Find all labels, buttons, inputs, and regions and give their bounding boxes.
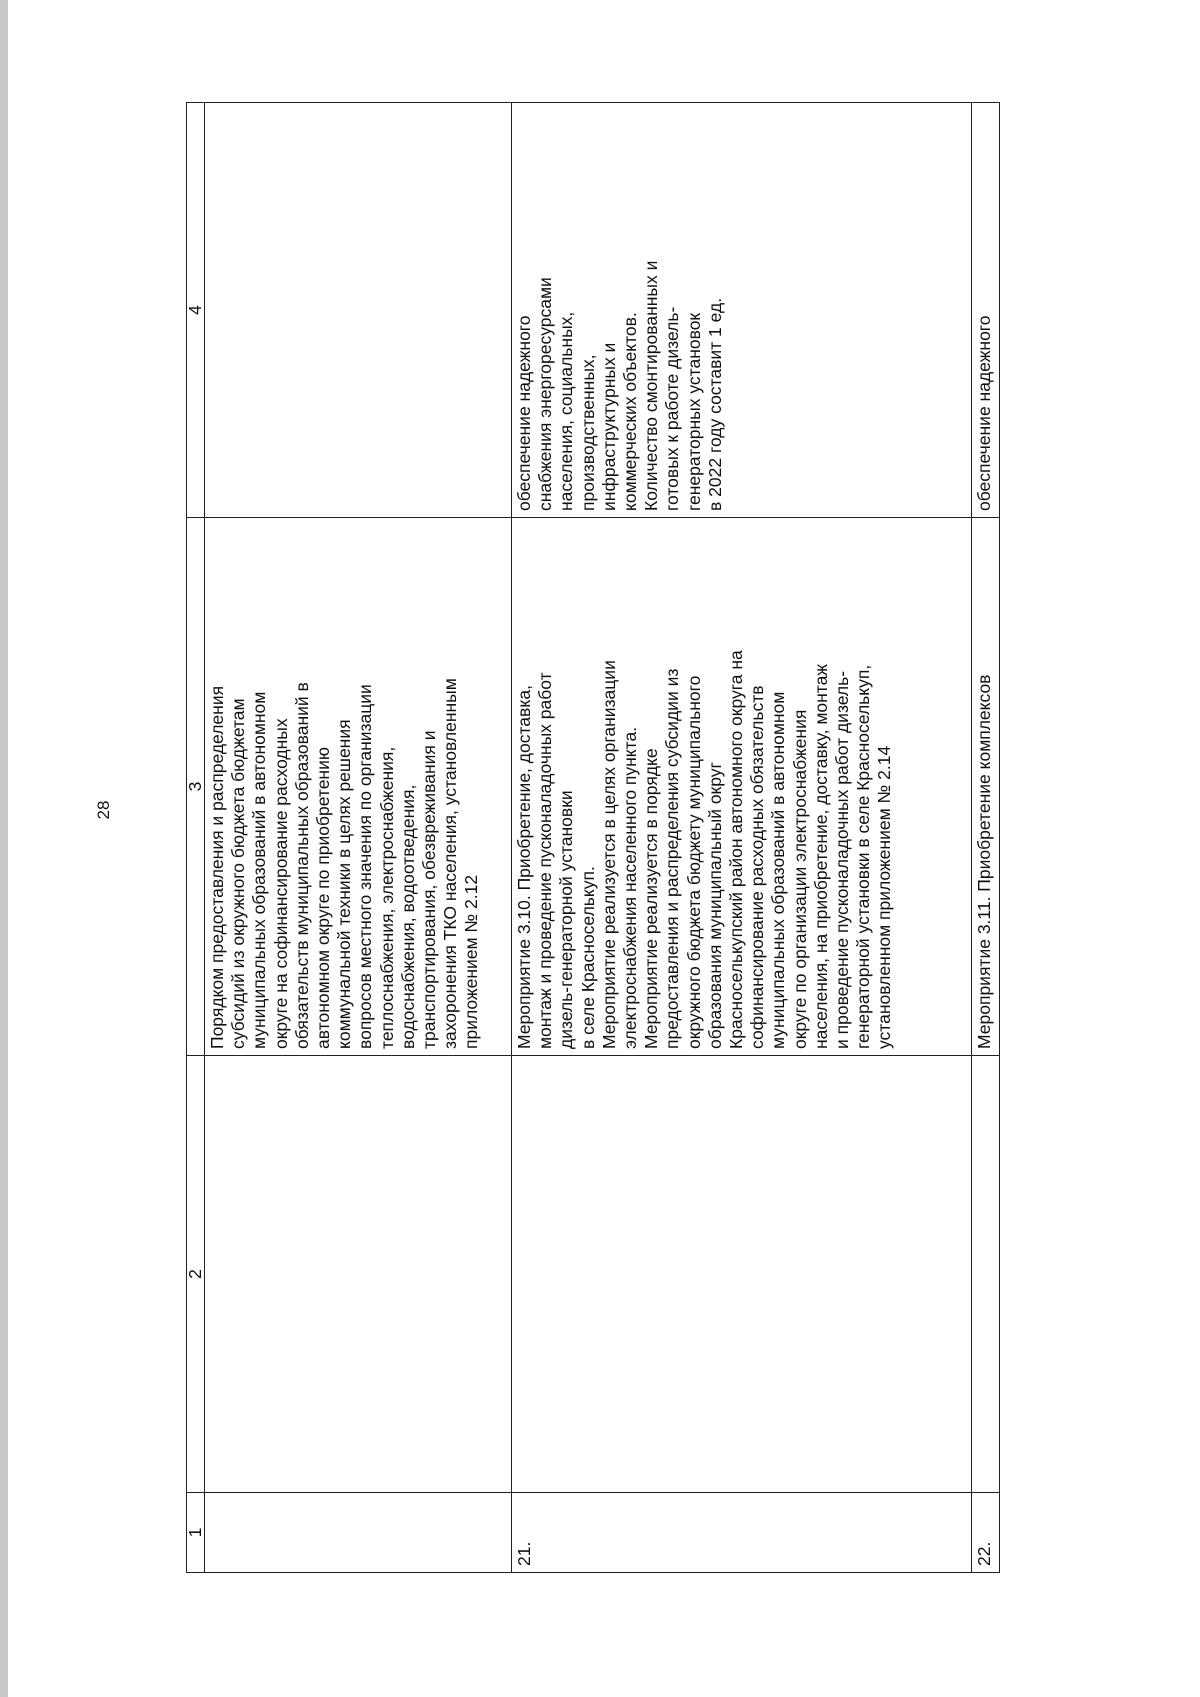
cell-col2 [205, 1056, 512, 1493]
cell-description: Порядком предоставления и распределения субсидий из окружного бюджета бюджетам муниципальных образований в автономном округе на софинансирование расходных обязательств муниципальных образований в автономном округе по приобретению коммунальной техники в целях решения вопросов местного значения по организации теплоснабжения, электроснабжения, водоснабжения, водоотведения, транспортирования, обезвреживания и захоронения ТКО населения, установленным приложением № 2.12 [205, 518, 512, 1056]
header-col-1: 1 [187, 1493, 205, 1573]
table-row [972, 103, 1000, 1573]
cell-result: обеспечение надежного снабжения энергоресурсами населения, социальных, производственных, инфраструктурных и коммерческих объектов. Количество смонтированных и готовых к работе дизель- генераторных установок в 2022 году составит 1 ед. [512, 103, 972, 518]
scan-left-edge [0, 0, 8, 1697]
cell-col2 [512, 1056, 972, 1493]
header-col-2: 2 [187, 1056, 205, 1493]
cell-result: обеспечение надежного [972, 103, 1000, 518]
cell-description: Мероприятие 3.11. Приобретение комплексов [972, 518, 1000, 1056]
table-row [205, 103, 512, 1573]
cell-description: Мероприятие 3.10. Приобретение, доставка, монтаж и проведение пусконаладочных работ дизель-генераторной установки в селе Красноселькуп. Мероприятие реализуется в целях организации электроснабжения населенного пункта. Мероприятие реализуется в порядке предоставления и распределения субсидии из окружного бюджета бюджету муниципального образования муниципальный округ Красноселькупский район автономного округа на софинансирование расходных обязательств муниципальных образований в автономном округе по организации электроснабжения населения, на приобретение, доставку, монтаж и проведение пусконаладочных работ дизель- генераторной установки в селе Красноселькуп, установленном приложением № 2.14 [512, 518, 972, 1056]
table-rotated-frame [186, 103, 1026, 1573]
cell-col2 [972, 1056, 1000, 1493]
cell-number: 22. [972, 1493, 1000, 1573]
cell-number: 21. [512, 1493, 972, 1573]
page-number: 28 [94, 800, 113, 820]
measures-table [186, 102, 1000, 1573]
cell-result [205, 103, 512, 518]
table-row [512, 103, 972, 1573]
header-col-4: 4 [187, 103, 205, 518]
cell-number [205, 1493, 512, 1573]
table-header-row [187, 103, 205, 1573]
header-col-3: 3 [187, 518, 205, 1056]
